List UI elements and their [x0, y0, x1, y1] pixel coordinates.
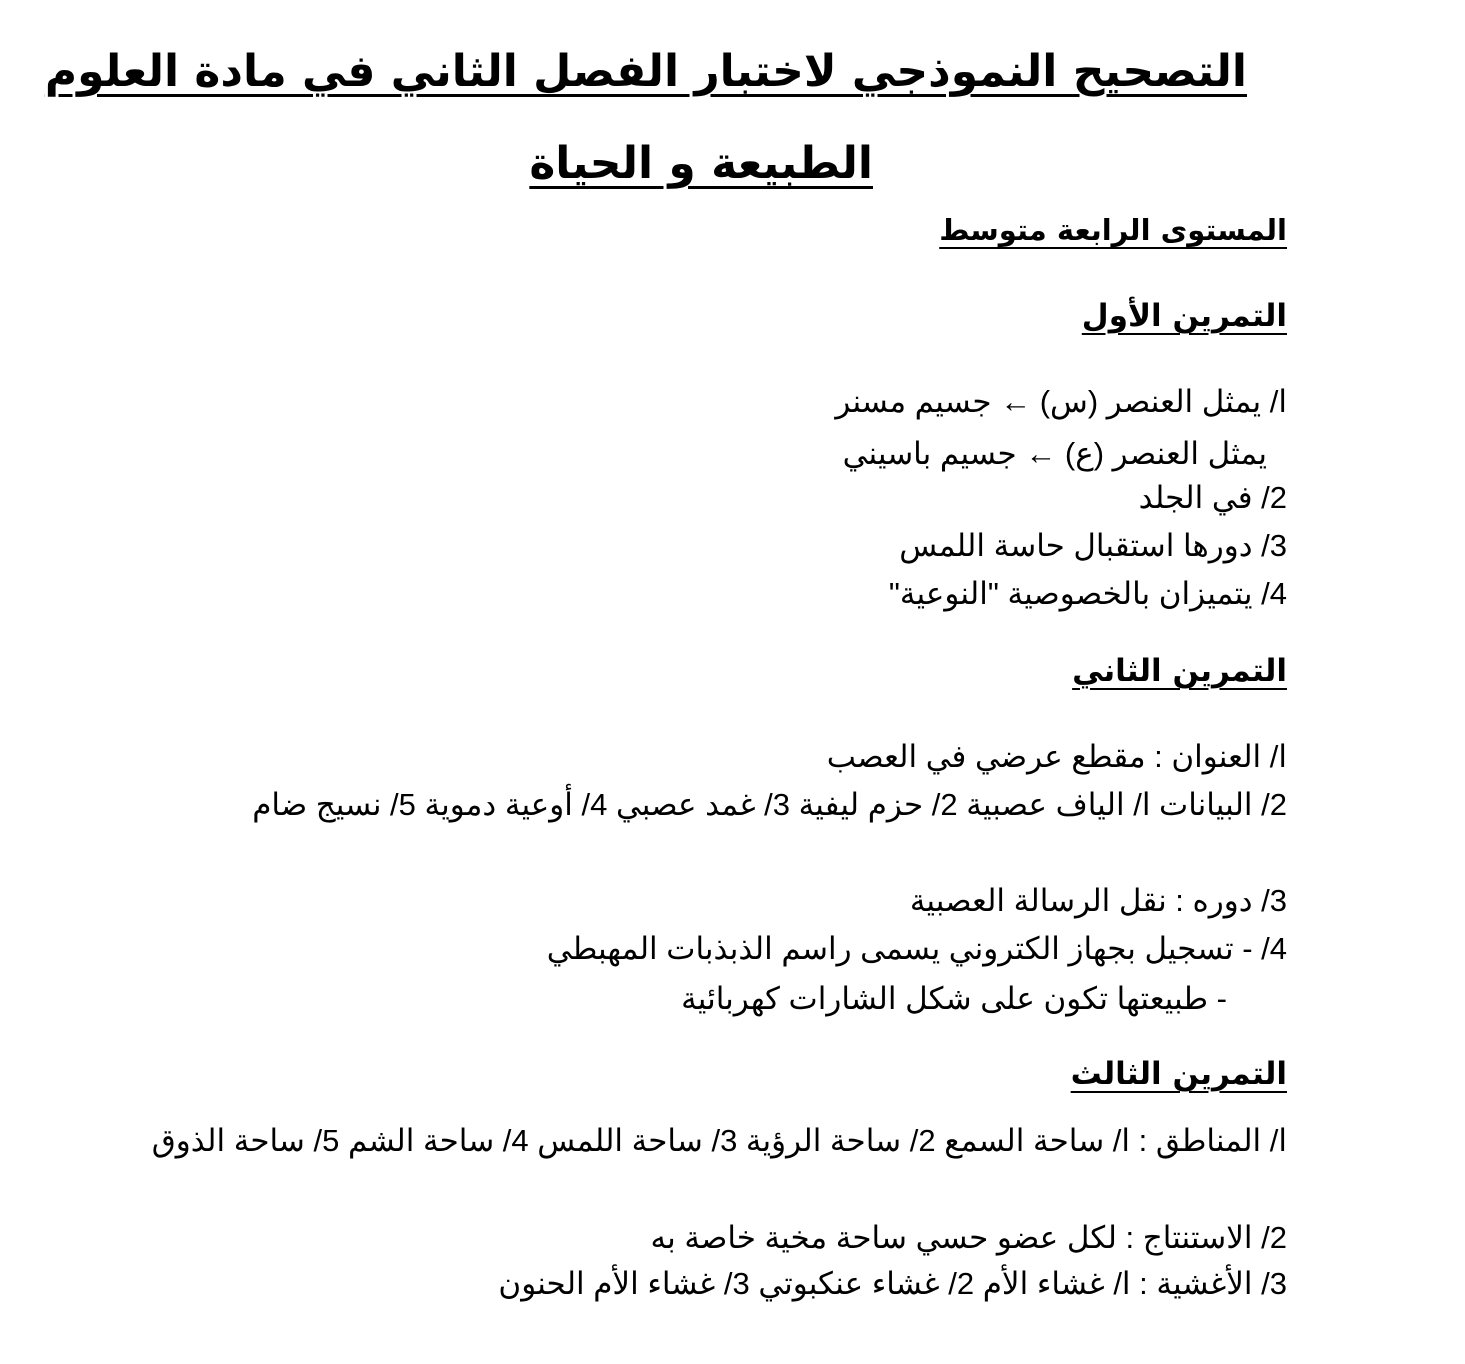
exercise-2-item-3: 3/ دوره : نقل الرسالة العصبية [909, 883, 1287, 918]
exercise-2-item-4a: 4/ - تسجيل بجهاز الكتروني يسمى راسم الذبذبات المهبطي [546, 931, 1287, 966]
exercise-2-item-4b: - طبيعتها تكون على شكل الشارات كهربائية [681, 981, 1227, 1016]
exercise-2-item-2: 2/ البيانات ا/ الياف عصبية 2/ حزم ليفية 3/ غمد عصبي 4/ أوعية دموية 5/ نسيج ضام [252, 787, 1287, 822]
exercise-1-item-2: 2/ في الجلد [1138, 480, 1287, 515]
exercise-1-heading: التمرين الأول [1081, 298, 1287, 334]
document-title-line-2: الطبيعة و الحياة [529, 138, 873, 189]
exercise-1-item-1: ا/ يمثل العنصر (س) ← جسيم مسنر [835, 384, 1287, 419]
exercise-1-item-1b: يمثل العنصر (ع) ← جسيم باسيني [842, 436, 1267, 471]
exercise-2-heading: التمرين الثاني [1072, 653, 1287, 689]
exercise-1-item-4: 4/ يتميزان بالخصوصية "النوعية" [888, 576, 1287, 611]
grade-level: المستوى الرابعة متوسط [939, 213, 1287, 247]
exercise-3-item-2: 2/ الاستنتاج : لكل عضو حسي ساحة مخية خاصة به [650, 1220, 1287, 1255]
exercise-2-item-1: ا/ العنوان : مقطع عرضي في العصب [826, 739, 1287, 774]
document-title-line-1: التصحيح النموذجي لاختبار الفصل الثاني في مادة العلوم [44, 46, 1247, 97]
exercise-3-heading: التمرين الثالث [1070, 1056, 1287, 1092]
exercise-3-item-3: 3/ الأغشية : ا/ غشاء الأم 2/ غشاء عنكبوتي 3/ غشاء الأم الحنون [498, 1266, 1287, 1301]
exercise-1-item-3: 3/ دورها استقبال حاسة اللمس [899, 528, 1287, 563]
exercise-3-item-1: ا/ المناطق : ا/ ساحة السمع 2/ ساحة الرؤية 3/ ساحة اللمس 4/ ساحة الشم 5/ ساحة الذوق [151, 1123, 1287, 1158]
